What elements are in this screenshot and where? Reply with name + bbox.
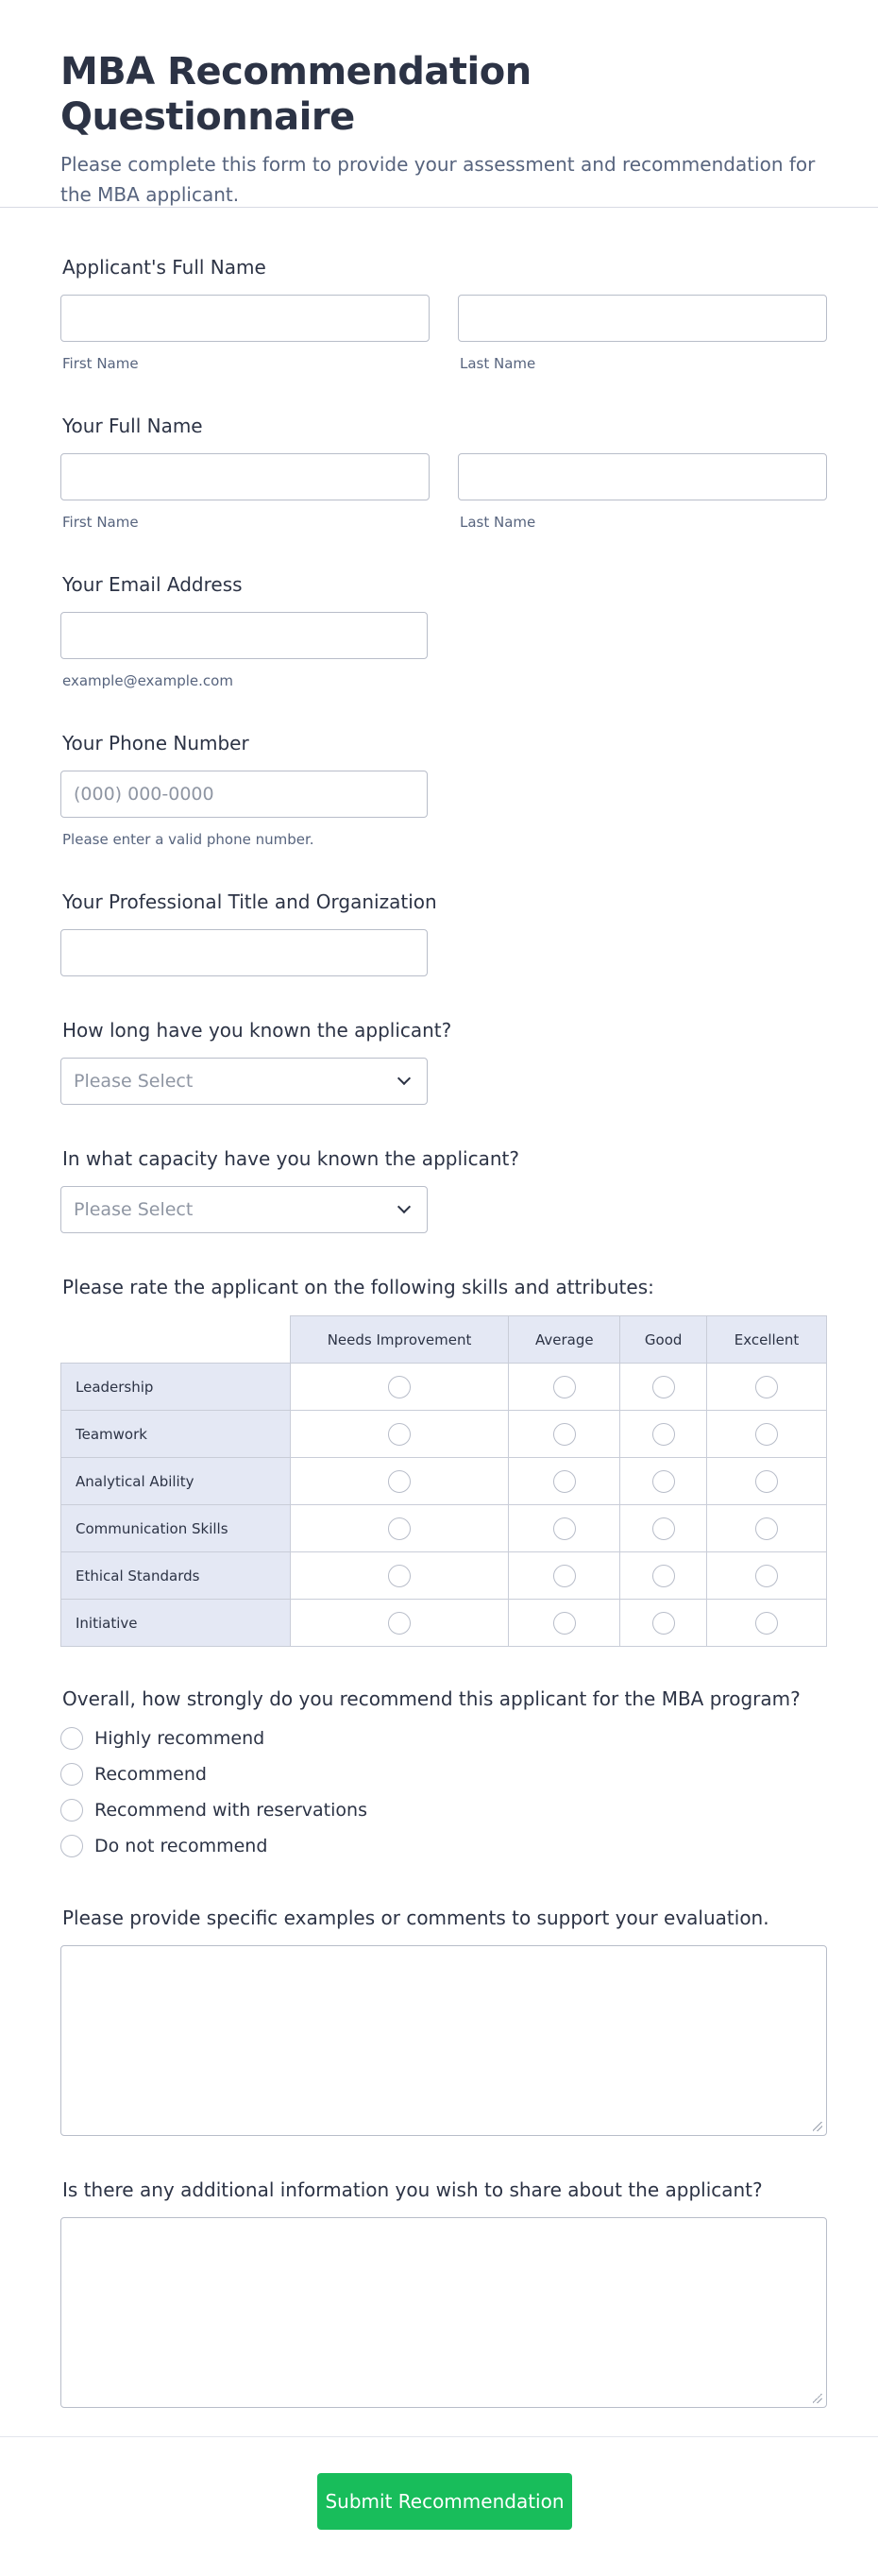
- applicant-first-name-input[interactable]: [60, 295, 430, 342]
- option-label: Do not recommend: [94, 1836, 268, 1856]
- matrix-row-ethical-standards: [61, 1552, 827, 1600]
- matrix-row-initiative: [61, 1600, 827, 1647]
- capacity-placeholder: Please Select: [74, 1199, 194, 1220]
- form-header: [0, 0, 878, 208]
- recommendation-option-not[interactable]: [60, 1832, 267, 1860]
- your-last-name-input[interactable]: [458, 453, 827, 500]
- matrix-col-excellent: Excellent: [707, 1316, 827, 1364]
- matrix-row-label: Teamwork: [61, 1411, 291, 1458]
- option-label: Recommend: [94, 1764, 207, 1785]
- comments-label: Please provide specific examples or comments to support your evaluation.: [62, 1907, 769, 1929]
- matrix-row-leadership: [61, 1364, 827, 1411]
- applicant-first-name-sublabel: First Name: [62, 355, 139, 372]
- matrix-row-communication-skills: [61, 1505, 827, 1552]
- rating-radio[interactable]: [755, 1423, 778, 1446]
- submit-button[interactable]: Submit Recommendation: [317, 2473, 572, 2530]
- matrix-row-label: Communication Skills: [61, 1505, 291, 1552]
- rating-radio[interactable]: [388, 1376, 411, 1398]
- matrix-row-teamwork: [61, 1411, 827, 1458]
- email-label: Your Email Address: [62, 573, 243, 596]
- rating-radio[interactable]: [755, 1376, 778, 1398]
- option-label: Highly recommend: [94, 1728, 265, 1749]
- form-subtitle: Please complete this form to provide your assessment and recommendation for the MBA applicant.: [60, 153, 816, 206]
- rating-radio[interactable]: [553, 1376, 576, 1398]
- additional-textarea[interactable]: [60, 2217, 827, 2408]
- form-title: MBA Recommendation Questionnaire: [60, 50, 532, 139]
- rating-radio[interactable]: [553, 1423, 576, 1446]
- rating-matrix: [60, 1315, 827, 1647]
- rating-radio[interactable]: [388, 1423, 411, 1446]
- matrix-row-label: Leadership: [61, 1364, 291, 1411]
- rating-radio[interactable]: [388, 1517, 411, 1540]
- chevron-down-icon: [397, 1072, 411, 1085]
- capacity-select[interactable]: [60, 1186, 428, 1233]
- rating-radio[interactable]: [652, 1565, 675, 1587]
- rating-radio[interactable]: [652, 1517, 675, 1540]
- rating-radio[interactable]: [388, 1565, 411, 1587]
- your-last-name-sublabel: Last Name: [460, 514, 536, 531]
- rating-label: Please rate the applicant on the following skills and attributes:: [62, 1276, 654, 1298]
- matrix-col-needs-improvement: Needs Improvement: [290, 1316, 509, 1364]
- resize-handle-icon[interactable]: [813, 2394, 822, 2403]
- radio-circle[interactable]: [60, 1763, 83, 1786]
- rating-radio[interactable]: [755, 1565, 778, 1587]
- your-name-label: Your Full Name: [62, 415, 203, 437]
- your-first-name-sublabel: First Name: [62, 514, 139, 531]
- rating-radio[interactable]: [755, 1612, 778, 1635]
- resize-handle-icon[interactable]: [813, 2122, 822, 2131]
- phone-label: Your Phone Number: [62, 732, 249, 754]
- matrix-row-label: Analytical Ability: [61, 1458, 291, 1505]
- known-duration-placeholder: Please Select: [74, 1071, 194, 1092]
- additional-label: Is there any additional information you wish to share about the applicant?: [62, 2178, 763, 2201]
- matrix-row-label: Ethical Standards: [61, 1552, 291, 1600]
- rating-radio[interactable]: [553, 1612, 576, 1635]
- email-sublabel: example@example.com: [62, 672, 233, 689]
- recommendation-option-recommend[interactable]: [60, 1760, 207, 1788]
- your-first-name-input[interactable]: [60, 453, 430, 500]
- recommendation-label: Overall, how strongly do you recommend this applicant for the MBA program?: [62, 1687, 801, 1710]
- comments-textarea[interactable]: [60, 1945, 827, 2136]
- matrix-row-analytical-ability: [61, 1458, 827, 1505]
- matrix-col-good: Good: [620, 1316, 707, 1364]
- rating-radio[interactable]: [553, 1517, 576, 1540]
- phone-sublabel: Please enter a valid phone number.: [62, 831, 314, 848]
- applicant-name-label: Applicant's Full Name: [62, 256, 266, 279]
- rating-radio[interactable]: [652, 1470, 675, 1493]
- rating-radio[interactable]: [755, 1470, 778, 1493]
- rating-radio[interactable]: [553, 1470, 576, 1493]
- capacity-label: In what capacity have you known the applicant?: [62, 1147, 519, 1170]
- matrix-col-average: Average: [509, 1316, 620, 1364]
- matrix-corner: [61, 1316, 291, 1364]
- radio-circle[interactable]: [60, 1835, 83, 1857]
- recommendation-option-reservations[interactable]: [60, 1796, 367, 1824]
- radio-circle[interactable]: [60, 1727, 83, 1750]
- title-org-input[interactable]: [60, 929, 428, 976]
- applicant-last-name-input[interactable]: [458, 295, 827, 342]
- form-footer: [0, 2436, 878, 2576]
- phone-input[interactable]: [60, 771, 428, 818]
- title-org-label: Your Professional Title and Organization: [62, 890, 437, 913]
- option-label: Recommend with reservations: [94, 1800, 367, 1821]
- email-input[interactable]: [60, 612, 428, 659]
- rating-radio[interactable]: [388, 1470, 411, 1493]
- recommendation-option-highly[interactable]: [60, 1724, 264, 1753]
- applicant-last-name-sublabel: Last Name: [460, 355, 536, 372]
- rating-radio[interactable]: [652, 1376, 675, 1398]
- matrix-row-label: Initiative: [61, 1600, 291, 1647]
- radio-circle[interactable]: [60, 1799, 83, 1822]
- rating-radio[interactable]: [755, 1517, 778, 1540]
- rating-radio[interactable]: [652, 1423, 675, 1446]
- known-duration-select[interactable]: [60, 1058, 428, 1105]
- known-duration-label: How long have you known the applicant?: [62, 1019, 452, 1042]
- rating-radio[interactable]: [652, 1612, 675, 1635]
- rating-radio[interactable]: [553, 1565, 576, 1587]
- rating-radio[interactable]: [388, 1612, 411, 1635]
- chevron-down-icon: [397, 1200, 411, 1213]
